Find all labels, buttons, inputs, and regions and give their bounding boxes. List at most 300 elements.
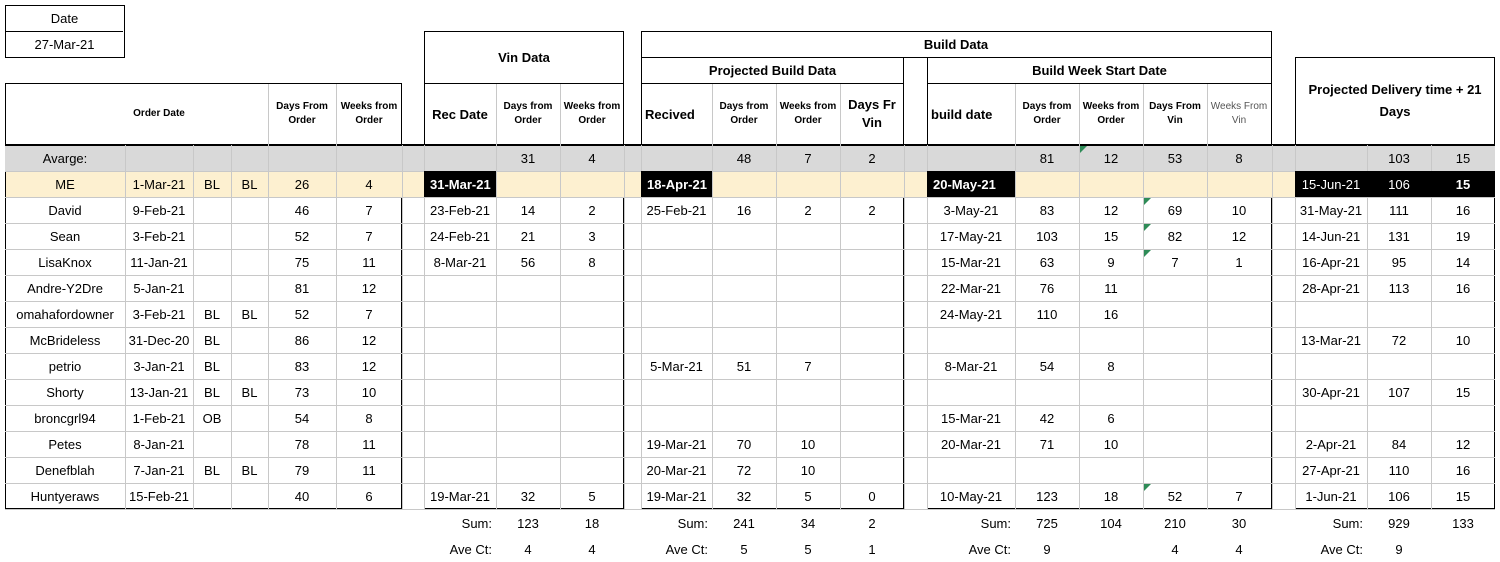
row-cell-dw[interactable]: 16 (1455, 280, 1471, 296)
row-cell-bvd[interactable] (1143, 327, 1207, 353)
row-cell-dd[interactable]: 131 (1388, 228, 1410, 244)
row-name[interactable]: Sean (49, 228, 81, 244)
row-cell-days[interactable]: 83 (294, 358, 310, 374)
row-cell-vw[interactable] (560, 275, 624, 301)
build-data-header (641, 31, 1272, 58)
row-cell-bw[interactable]: 11 (1104, 280, 1118, 296)
row-cell-pd[interactable]: 72 (736, 462, 752, 478)
row-cell-f2[interactable] (231, 249, 268, 275)
row-cell-pd[interactable] (712, 405, 776, 431)
row-cell-days[interactable]: 81 (294, 280, 310, 296)
row-cell-bvd[interactable]: 7 (1171, 254, 1179, 270)
row-cell-bvw[interactable] (1207, 457, 1271, 483)
row-cell-bvd[interactable] (1143, 171, 1207, 197)
row-cell-days[interactable]: 86 (294, 332, 310, 348)
row-name[interactable]: Andre-Y2Dre (27, 280, 103, 296)
row-cell-weeks[interactable]: 7 (365, 228, 373, 244)
row-cell-bvw[interactable] (1207, 327, 1271, 353)
row-cell-days[interactable]: 40 (294, 488, 310, 504)
row-cell-f1[interactable]: BL (204, 384, 220, 400)
row-cell-pv[interactable]: 2 (868, 202, 876, 218)
row-cell-recv[interactable]: 19-Mar-21 (646, 488, 707, 504)
vin-sum-label: Sum: (461, 515, 492, 531)
avg-vin-weeks[interactable]: 4 (588, 150, 596, 166)
row-cell-bvw[interactable] (1207, 275, 1271, 301)
row-cell-pv[interactable]: 0 (868, 488, 876, 504)
row-cell-bvd[interactable]: 82 (1167, 228, 1183, 244)
row-cell-bdate[interactable]: 10-May-21 (939, 488, 1003, 504)
row-cell-bdate[interactable]: 20-May-21 (927, 171, 1015, 197)
row-cell-bdate[interactable]: 17-May-21 (939, 228, 1003, 244)
row-cell-bw[interactable]: 9 (1107, 254, 1115, 270)
row-cell-f2[interactable] (231, 431, 268, 457)
row-cell-pv[interactable] (840, 431, 904, 457)
row-cell-f1[interactable] (193, 197, 231, 223)
row-cell-pw[interactable]: 10 (800, 436, 816, 452)
row-cell-bw[interactable]: 15 (1103, 228, 1119, 244)
row-cell-bdate[interactable]: 15-Mar-21 (941, 410, 1001, 426)
row-cell-dd[interactable]: 111 (1389, 202, 1409, 218)
row-cell-f2[interactable] (231, 327, 268, 353)
row-cell-vd[interactable]: 21 (520, 228, 536, 244)
row-cell-bvd[interactable] (1143, 353, 1207, 379)
row-cell-f1[interactable]: BL (204, 332, 220, 348)
row-cell-pv[interactable] (840, 353, 904, 379)
row-cell-del[interactable]: 13-Mar-21 (1301, 332, 1361, 348)
row-cell-recv[interactable] (641, 301, 712, 327)
row-cell-pv[interactable] (840, 379, 904, 405)
row-cell-pd[interactable] (712, 223, 776, 249)
row-cell-del[interactable] (1295, 405, 1367, 431)
del-ave-days: 9 (1395, 541, 1403, 557)
row-cell-dw[interactable]: 15 (1455, 384, 1471, 400)
row-cell-pv[interactable] (840, 327, 904, 353)
row-cell-rec[interactable]: 19-Mar-21 (430, 488, 490, 504)
row-cell-recv[interactable] (641, 379, 712, 405)
row-name[interactable]: omahafordowner (16, 306, 114, 322)
row-cell-order[interactable]: 31-Dec-20 (128, 332, 190, 348)
row-cell-pd[interactable]: 51 (736, 358, 752, 374)
row-cell-del[interactable]: 16-Apr-21 (1302, 254, 1360, 270)
row-cell-pw[interactable] (776, 275, 840, 301)
row-cell-bd[interactable]: 54 (1039, 358, 1055, 374)
row-cell-vw[interactable]: 3 (588, 228, 596, 244)
row-cell-dw[interactable]: 12 (1455, 436, 1471, 452)
row-cell-weeks[interactable]: 4 (365, 176, 373, 192)
row-cell-pw[interactable]: 10 (800, 462, 816, 478)
row-cell-bd[interactable]: 71 (1039, 436, 1055, 452)
row-cell-f2[interactable] (231, 275, 268, 301)
row-cell-bd[interactable] (1015, 457, 1079, 483)
row-cell-bdate[interactable]: 20-Mar-21 (941, 436, 1001, 452)
row-cell-order[interactable]: 8-Jan-21 (133, 436, 185, 452)
row-name[interactable]: Shorty (46, 384, 84, 400)
del-ave-label: Ave Ct: (1320, 541, 1363, 557)
row-cell-bd[interactable]: 110 (1036, 306, 1058, 322)
row-cell-vd[interactable] (496, 405, 560, 431)
row-cell-bd[interactable]: 103 (1036, 228, 1058, 244)
row-cell-order[interactable]: 1-Feb-21 (132, 410, 186, 426)
row-cell-del[interactable] (1295, 301, 1367, 327)
row-cell-bd[interactable]: 83 (1039, 202, 1055, 218)
row-cell-bw[interactable] (1079, 457, 1143, 483)
row-cell-dw[interactable]: 19 (1455, 228, 1471, 244)
row-cell-bvw[interactable] (1207, 405, 1271, 431)
row-cell-del[interactable] (1295, 353, 1367, 379)
row-cell-vw[interactable] (560, 301, 624, 327)
row-name[interactable]: Huntyeraws (30, 488, 100, 504)
avg-bw-weeks-vin[interactable]: 8 (1235, 150, 1243, 166)
row-cell-bvw[interactable]: 7 (1235, 488, 1243, 504)
row-cell-dw[interactable] (1431, 353, 1495, 379)
row-cell-order[interactable]: 1-Mar-21 (132, 176, 186, 192)
row-cell-pw[interactable] (776, 327, 840, 353)
bw-ave-label: Ave Ct: (968, 541, 1011, 557)
row-cell-dw[interactable]: 15 (1431, 171, 1495, 197)
row-cell-dd[interactable]: 106 (1388, 488, 1410, 504)
avg-pb-days-vin[interactable]: 2 (868, 150, 876, 166)
bw-sum-weeks: 104 (1100, 515, 1122, 531)
row-cell-bw[interactable]: 18 (1103, 488, 1119, 504)
row-cell-pd[interactable]: 70 (736, 436, 752, 452)
row-cell-bd[interactable] (1015, 171, 1079, 197)
row-cell-vd[interactable] (496, 301, 560, 327)
row-cell-pw[interactable]: 5 (804, 488, 812, 504)
row-cell-rec[interactable] (424, 275, 496, 301)
row-cell-order[interactable]: 7-Jan-21 (133, 462, 185, 478)
row-cell-bvw[interactable] (1207, 379, 1271, 405)
row-cell-pd[interactable] (712, 249, 776, 275)
row-cell-days[interactable]: 46 (294, 202, 310, 218)
row-cell-rec[interactable] (424, 327, 496, 353)
row-cell-dd[interactable]: 95 (1391, 254, 1407, 270)
row-cell-vd[interactable] (496, 275, 560, 301)
row-cell-f2[interactable]: BL (241, 384, 258, 400)
row-cell-bvd[interactable] (1143, 405, 1207, 431)
row-cell-pd[interactable] (712, 171, 776, 197)
row-cell-days[interactable]: 52 (294, 228, 310, 244)
avg-bw-weeks[interactable]: 12 (1103, 150, 1119, 166)
row-cell-f2[interactable] (231, 405, 268, 431)
row-cell-vd[interactable] (496, 457, 560, 483)
row-cell-pv[interactable] (840, 405, 904, 431)
row-cell-recv[interactable]: 20-Mar-21 (646, 462, 707, 478)
row-cell-pd[interactable] (712, 379, 776, 405)
avg-bw-days[interactable]: 81 (1039, 150, 1055, 166)
row-cell-bvw[interactable] (1207, 171, 1271, 197)
row-cell-dd[interactable]: 110 (1388, 462, 1410, 478)
col-days-from-order: Days From Order (276, 101, 328, 126)
row-cell-pw[interactable] (776, 405, 840, 431)
row-cell-weeks[interactable]: 12 (361, 332, 377, 348)
row-cell-dw[interactable]: 10 (1455, 332, 1471, 348)
row-cell-pw[interactable]: 7 (804, 358, 812, 374)
row-cell-vw[interactable] (560, 327, 624, 353)
row-cell-bvd[interactable] (1143, 457, 1207, 483)
row-cell-del[interactable]: 28-Apr-21 (1302, 280, 1360, 296)
row-cell-weeks[interactable]: 12 (361, 280, 377, 296)
pb-sum-label: Sum: (677, 515, 708, 531)
row-cell-weeks[interactable]: 6 (365, 488, 373, 504)
row-cell-bvw[interactable]: 1 (1235, 254, 1243, 270)
row-cell-bvd[interactable]: 52 (1167, 488, 1183, 504)
row-cell-f1[interactable] (193, 275, 231, 301)
row-cell-bw[interactable]: 8 (1107, 358, 1115, 374)
col-bw-days: Days from Order (1022, 101, 1072, 126)
row-cell-bw[interactable]: 6 (1107, 410, 1115, 426)
row-cell-del[interactable]: 1-Jun-21 (1305, 488, 1357, 504)
row-cell-pd[interactable] (712, 327, 776, 353)
row-cell-f2[interactable] (231, 197, 268, 223)
row-cell-dd[interactable] (1367, 301, 1431, 327)
row-cell-weeks[interactable]: 12 (361, 358, 377, 374)
avg-pb-days[interactable]: 48 (736, 150, 752, 166)
row-cell-pw[interactable] (776, 171, 840, 197)
row-cell-order[interactable]: 3-Feb-21 (132, 306, 186, 322)
avg-bw-days-vin[interactable]: 53 (1167, 150, 1183, 166)
row-cell-bd[interactable]: 42 (1039, 410, 1055, 426)
row-cell-bvd[interactable] (1143, 431, 1207, 457)
row-cell-order[interactable]: 9-Feb-21 (132, 202, 186, 218)
row-cell-f2[interactable]: BL (241, 462, 258, 478)
row-cell-dd[interactable]: 106 (1367, 171, 1431, 197)
row-cell-vw[interactable] (560, 405, 624, 431)
row-cell-days[interactable]: 54 (294, 410, 310, 426)
row-cell-bw[interactable] (1079, 379, 1143, 405)
row-cell-f1[interactable] (193, 223, 231, 249)
row-cell-bd[interactable]: 76 (1039, 280, 1055, 296)
avg-vin-days[interactable]: 31 (520, 150, 536, 166)
del-ave-weeks (1431, 536, 1495, 562)
row-cell-pv[interactable] (840, 301, 904, 327)
row-cell-recv[interactable]: 5-Mar-21 (650, 358, 703, 374)
row-cell-bdate[interactable]: 3-May-21 (943, 202, 999, 218)
row-cell-pd[interactable]: 16 (736, 202, 752, 218)
row-cell-f1[interactable] (193, 483, 231, 509)
row-cell-days[interactable]: 73 (294, 384, 310, 400)
row-cell-dw[interactable]: 16 (1455, 202, 1471, 218)
row-cell-pv[interactable] (840, 275, 904, 301)
row-cell-recv[interactable]: 19-Mar-21 (646, 436, 707, 452)
vin-ave-days: 4 (524, 541, 532, 557)
row-cell-pv[interactable] (840, 249, 904, 275)
row-cell-days[interactable]: 75 (294, 254, 310, 270)
row-cell-bdate[interactable]: 22-Mar-21 (941, 280, 1001, 296)
row-cell-days[interactable]: 78 (294, 436, 310, 452)
row-cell-bdate[interactable] (927, 327, 1015, 353)
row-cell-bw[interactable]: 12 (1103, 202, 1119, 218)
row-cell-weeks[interactable]: 11 (362, 436, 376, 452)
row-cell-recv[interactable]: 18-Apr-21 (641, 171, 712, 197)
row-cell-dd[interactable]: 113 (1388, 280, 1410, 296)
row-cell-f2[interactable] (231, 353, 268, 379)
row-cell-del[interactable]: 15-Jun-21 (1295, 171, 1367, 197)
row-cell-dw[interactable]: 14 (1455, 254, 1471, 270)
row-cell-bdate[interactable]: 15-Mar-21 (941, 254, 1001, 270)
row-cell-bvd[interactable] (1143, 275, 1207, 301)
row-cell-f2[interactable] (231, 483, 268, 509)
row-cell-dd[interactable] (1367, 405, 1431, 431)
row-cell-rec[interactable] (424, 405, 496, 431)
row-name[interactable]: petrio (48, 358, 82, 374)
row-cell-order[interactable]: 3-Feb-21 (132, 228, 186, 244)
row-name[interactable]: Petes (48, 436, 82, 452)
row-cell-f1[interactable] (193, 249, 231, 275)
row-name[interactable]: David (48, 202, 82, 218)
row-cell-f1[interactable]: BL (204, 176, 220, 192)
row-cell-vd[interactable]: 32 (520, 488, 536, 504)
row-cell-bw[interactable]: 16 (1103, 306, 1119, 322)
row-cell-bvd[interactable] (1143, 301, 1207, 327)
row-cell-dd[interactable]: 84 (1391, 436, 1407, 452)
row-cell-order[interactable]: 3-Jan-21 (133, 358, 185, 374)
row-cell-bvd[interactable]: 69 (1167, 202, 1183, 218)
row-cell-dw[interactable]: 16 (1455, 462, 1471, 478)
row-cell-recv[interactable] (641, 275, 712, 301)
row-cell-bvd[interactable] (1143, 379, 1207, 405)
row-cell-vd[interactable] (496, 171, 560, 197)
row-cell-pv[interactable] (840, 457, 904, 483)
row-cell-del[interactable]: 31-May-21 (1299, 202, 1363, 218)
row-cell-weeks[interactable]: 8 (365, 410, 373, 426)
vin-ave-label: Ave Ct: (449, 541, 492, 557)
row-cell-bvw[interactable] (1207, 431, 1271, 457)
row-cell-days[interactable]: 52 (294, 306, 310, 322)
row-cell-vw[interactable] (560, 353, 624, 379)
row-cell-vd[interactable] (496, 353, 560, 379)
row-cell-weeks[interactable]: 11 (362, 254, 376, 270)
row-cell-rec[interactable] (424, 379, 496, 405)
row-cell-bvw[interactable]: 12 (1231, 228, 1247, 244)
row-cell-pd[interactable] (712, 301, 776, 327)
row-cell-weeks[interactable]: 7 (365, 202, 373, 218)
avg-pb-weeks[interactable]: 7 (804, 150, 812, 166)
row-cell-pd[interactable]: 32 (736, 488, 752, 504)
row-cell-bdate[interactable] (927, 379, 1015, 405)
row-cell-del[interactable]: 27-Apr-21 (1302, 462, 1360, 478)
bw-sum-days: 725 (1036, 515, 1058, 531)
row-cell-vd[interactable] (496, 431, 560, 457)
row-cell-f1[interactable]: BL (204, 462, 220, 478)
row-cell-pw[interactable]: 2 (804, 202, 812, 218)
row-cell-f2[interactable]: BL (241, 176, 258, 192)
row-cell-days[interactable]: 79 (294, 462, 310, 478)
row-cell-f1[interactable]: BL (204, 358, 220, 374)
row-cell-pw[interactable] (776, 223, 840, 249)
row-cell-f1[interactable] (193, 431, 231, 457)
row-cell-recv[interactable] (641, 327, 712, 353)
row-cell-del[interactable]: 30-Apr-21 (1302, 384, 1360, 400)
row-cell-bd[interactable] (1015, 327, 1079, 353)
row-cell-weeks[interactable]: 11 (362, 462, 376, 478)
row-cell-vd[interactable] (496, 379, 560, 405)
row-cell-bdate[interactable] (927, 457, 1015, 483)
avg-del-weeks[interactable]: 15 (1455, 150, 1471, 166)
row-cell-bw[interactable] (1079, 171, 1143, 197)
row-cell-pw[interactable] (776, 301, 840, 327)
row-cell-f1[interactable]: BL (204, 306, 220, 322)
row-cell-recv[interactable] (641, 405, 712, 431)
row-cell-pw[interactable] (776, 249, 840, 275)
row-cell-rec[interactable] (424, 431, 496, 457)
date-value[interactable]: 27-Mar-21 (34, 36, 95, 52)
row-cell-recv[interactable]: 25-Feb-21 (646, 202, 707, 218)
row-cell-rec[interactable]: 8-Mar-21 (433, 254, 487, 270)
col-weeks-from-order: Weeks from Order (340, 101, 398, 126)
row-cell-weeks[interactable]: 7 (365, 306, 373, 322)
row-cell-vd[interactable]: 56 (520, 254, 536, 270)
row-cell-vw[interactable] (560, 457, 624, 483)
row-cell-days[interactable]: 26 (294, 176, 310, 192)
row-cell-vw[interactable] (560, 431, 624, 457)
row-name[interactable]: LisaKnox (38, 254, 92, 270)
row-cell-weeks[interactable]: 10 (361, 384, 377, 400)
row-cell-bw[interactable] (1079, 327, 1143, 353)
row-cell-f2[interactable] (231, 223, 268, 249)
row-cell-pd[interactable] (712, 275, 776, 301)
row-cell-vw[interactable]: 5 (588, 488, 596, 504)
row-cell-rec[interactable]: 24-Feb-21 (430, 228, 490, 244)
comment-marker-icon (1144, 484, 1151, 491)
row-cell-f1[interactable]: OB (202, 410, 222, 426)
row-cell-bd[interactable]: 123 (1036, 488, 1058, 504)
row-cell-order[interactable]: 5-Jan-21 (133, 280, 185, 296)
row-cell-pw[interactable] (776, 379, 840, 405)
row-name[interactable]: McBrideless (29, 332, 101, 348)
avg-del-days[interactable]: 103 (1388, 150, 1410, 166)
row-cell-rec[interactable]: 23-Feb-21 (430, 202, 490, 218)
row-cell-recv[interactable] (641, 223, 712, 249)
row-cell-bvw[interactable] (1207, 301, 1271, 327)
row-cell-bd[interactable] (1015, 379, 1079, 405)
row-cell-vw[interactable]: 8 (588, 254, 596, 270)
row-cell-vw[interactable]: 2 (588, 202, 596, 218)
row-cell-bvw[interactable] (1207, 353, 1271, 379)
row-cell-bdate[interactable]: 8-Mar-21 (944, 358, 998, 374)
row-cell-vd[interactable]: 14 (520, 202, 536, 218)
row-cell-rec[interactable]: 31-Mar-21 (424, 171, 496, 197)
row-cell-rec[interactable] (424, 353, 496, 379)
row-cell-vw[interactable] (560, 379, 624, 405)
row-cell-dw[interactable] (1431, 405, 1495, 431)
row-cell-dd[interactable]: 72 (1391, 332, 1407, 348)
row-cell-del[interactable]: 2-Apr-21 (1305, 436, 1357, 452)
row-cell-f2[interactable]: BL (241, 306, 258, 322)
row-cell-bd[interactable]: 63 (1039, 254, 1055, 270)
row-cell-bw[interactable]: 10 (1103, 436, 1119, 452)
row-cell-recv[interactable] (641, 249, 712, 275)
row-cell-rec[interactable] (424, 301, 496, 327)
row-cell-dd[interactable]: 107 (1388, 384, 1410, 400)
row-cell-rec[interactable] (424, 457, 496, 483)
row-cell-order[interactable]: 13-Jan-21 (129, 384, 189, 400)
row-cell-dd[interactable] (1367, 353, 1431, 379)
row-cell-bdate[interactable]: 24-May-21 (939, 306, 1003, 322)
row-name[interactable]: broncgrl94 (34, 410, 96, 426)
row-cell-order[interactable]: 15-Feb-21 (129, 488, 189, 504)
row-cell-pv[interactable] (840, 223, 904, 249)
row-cell-pv[interactable] (840, 171, 904, 197)
row-name[interactable]: ME (55, 176, 75, 192)
row-cell-dw[interactable] (1431, 301, 1495, 327)
row-cell-vd[interactable] (496, 327, 560, 353)
row-cell-dw[interactable]: 15 (1455, 488, 1471, 504)
row-cell-vw[interactable] (560, 171, 624, 197)
row-cell-order[interactable]: 11-Jan-21 (130, 254, 188, 270)
row-cell-bvw[interactable]: 10 (1231, 202, 1247, 218)
row-cell-del[interactable]: 14-Jun-21 (1301, 228, 1361, 244)
row-name[interactable]: Denefblah (35, 462, 95, 478)
